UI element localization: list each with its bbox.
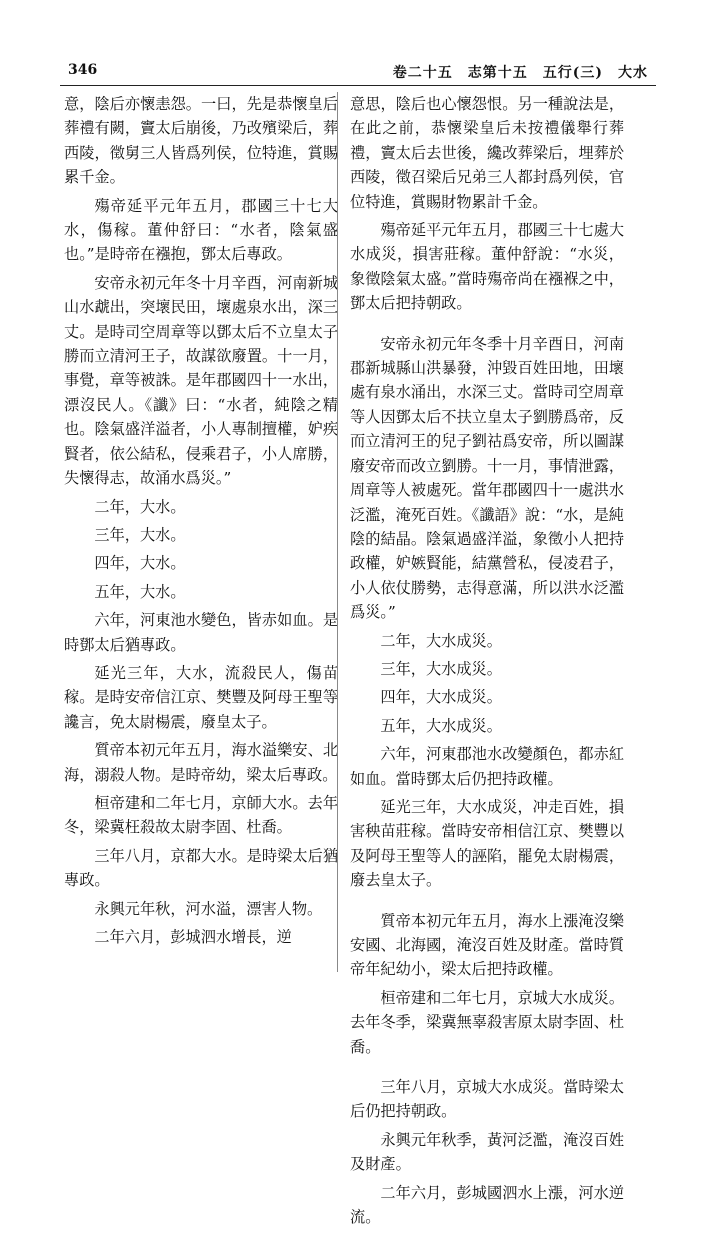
left-paragraph: 二年，大水。 <box>94 497 186 516</box>
right-paragraph: 桓帝建和二年七月，京城大水成災。去年冬季，梁冀無辜殺害原太尉李固、杜喬。 <box>350 988 624 1056</box>
right-paragraph: 二年，大水成災。 <box>380 631 502 650</box>
left-paragraph: 四年，大水。 <box>94 554 186 573</box>
right-column-translation <box>350 92 624 1233</box>
left-paragraph: 桓帝建和二年七月，京師大水。去年冬，梁冀枉殺故太尉李固、杜喬。 <box>64 793 338 837</box>
right-paragraph: 三年，大水成災。 <box>380 659 502 678</box>
right-paragraph: 殤帝延平元年五月，郡國三十七處大水成災，損害莊稼。董仲舒說：“水災，象徵陰氣太盛。”當時殤帝尚在襁褓之中，鄧太后把持朝政。 <box>350 221 624 313</box>
left-paragraph: 安帝永初元年冬十月辛酉，河南新城山水虣出，突壞民田，壞處泉水出，深三丈。是時司空周章等以鄧太后不立皇太子勝而立清河王子，故謀欲廢置。十一月，事覺，章等被誅。是年郡國四十一水出，漂沒民人。《讖》曰：“水者，純陰之精也。陰氣盛洋溢者，小人專制擅權，妒疾賢者，依公結私，侵乘君子，小人席勝，失懷得志，故涌水爲災。” <box>64 273 338 488</box>
left-paragraph: 殤帝延平元年五月，郡國三十七大水，傷稼。董仲舒曰：“水者，陰氣盛也。”是時帝在襁抱，鄧太后專政。 <box>64 196 338 264</box>
header-rule <box>60 85 656 86</box>
left-paragraph: 二年六月，彭城泗水增長，逆 <box>94 928 292 946</box>
right-paragraph: 六年，河東郡池水改變顏色，都赤紅如血。當時鄧太后仍把持政權。 <box>350 745 624 788</box>
left-paragraph: 永興元年秋，河水溢，漂害人物。 <box>94 899 323 918</box>
left-paragraph: 三年，大水。 <box>94 525 186 544</box>
left-paragraph: 延光三年，大水，流殺民人，傷苗稼。是時安帝信江京、樊豐及阿母王聖等讒言，免太尉楊震，廢皇太子。 <box>64 663 338 731</box>
right-paragraph: 延光三年，大水成災，冲走百姓，損害秧苗莊稼。當時安帝相信江京、樊豐以及阿母王聖等人的誣陷，罷免太尉楊震，廢去皇太子。 <box>350 797 624 890</box>
right-paragraph: 三年八月，京城大水成災。當時梁太后仍把持朝政。 <box>350 1078 624 1121</box>
left-paragraph: 質帝本初元年五月，海水溢樂安、北海，溺殺人物。是時帝幼，梁太后專政。 <box>64 741 338 784</box>
right-paragraph: 意思，陰后也心懷怨恨。另一種說法是，在此之前，恭懷梁皇后未按禮儀舉行葬禮，竇太后去世後，纔改葬梁后，埋葬於西陵，徵召梁后兄弟三人都封爲列侯，官位特進，賞賜財物累計千金。 <box>350 95 624 211</box>
right-paragraph: 永興元年秋季，黃河泛濫，淹沒百姓及財產。 <box>350 1130 624 1174</box>
left-column-original-text <box>64 92 338 953</box>
page-number: 346 <box>68 62 98 78</box>
left-paragraph: 意，陰后亦懷恚怨。一曰，先是恭懷皇后葬禮有闕，竇太后崩後，乃改殯梁后，葬西陵，徵舅三人皆爲列侯，位特進，賞賜累千金。 <box>64 95 338 187</box>
right-paragraph: 四年，大水成災。 <box>380 688 502 707</box>
right-paragraph: 質帝本初元年五月，海水上漲淹沒樂安國、北海國，淹沒百姓及財產。當時質帝年紀幼小，梁太后把持政權。 <box>350 911 624 979</box>
right-paragraph: 五年，大水成災。 <box>380 716 502 735</box>
right-paragraph: 安帝永初元年冬季十月辛酉日，河南郡新城縣山洪暴發，沖毀百姓田地，田壞處有泉水涌出，水深三丈。當時司空周章等人因鄧太后不扶立皇太子劉勝爲帝，反而立清河王的兒子劉祜爲安帝，所以圖謀廢安帝而改立劉勝。十一月，事情泄露，周章等人被處死。當年郡國四十一處洪水泛濫，淹死百姓。《讖語》說：“水，是純陰的結晶。陰氣過盛洋溢，象徵小人把持政權，妒嫉賢能，結黨營私，侵凌君子，小人依仗勝勢，志得意滿，所以洪水泛濫爲災。” <box>350 334 624 622</box>
right-paragraph: 二年六月，彭城國泗水上漲，河水逆流。 <box>350 1183 624 1227</box>
chapter-title: 卷二十五 志第十五 五行(三) 大水 <box>392 65 648 81</box>
left-paragraph: 三年八月，京都大水。是時梁太后猶專政。 <box>64 846 338 890</box>
left-paragraph: 六年，河東池水變色，皆赤如血。是時鄧太后猶專政。 <box>64 611 338 654</box>
column-divider <box>337 92 338 972</box>
left-paragraph: 五年，大水。 <box>94 582 186 601</box>
page-header <box>60 62 656 84</box>
